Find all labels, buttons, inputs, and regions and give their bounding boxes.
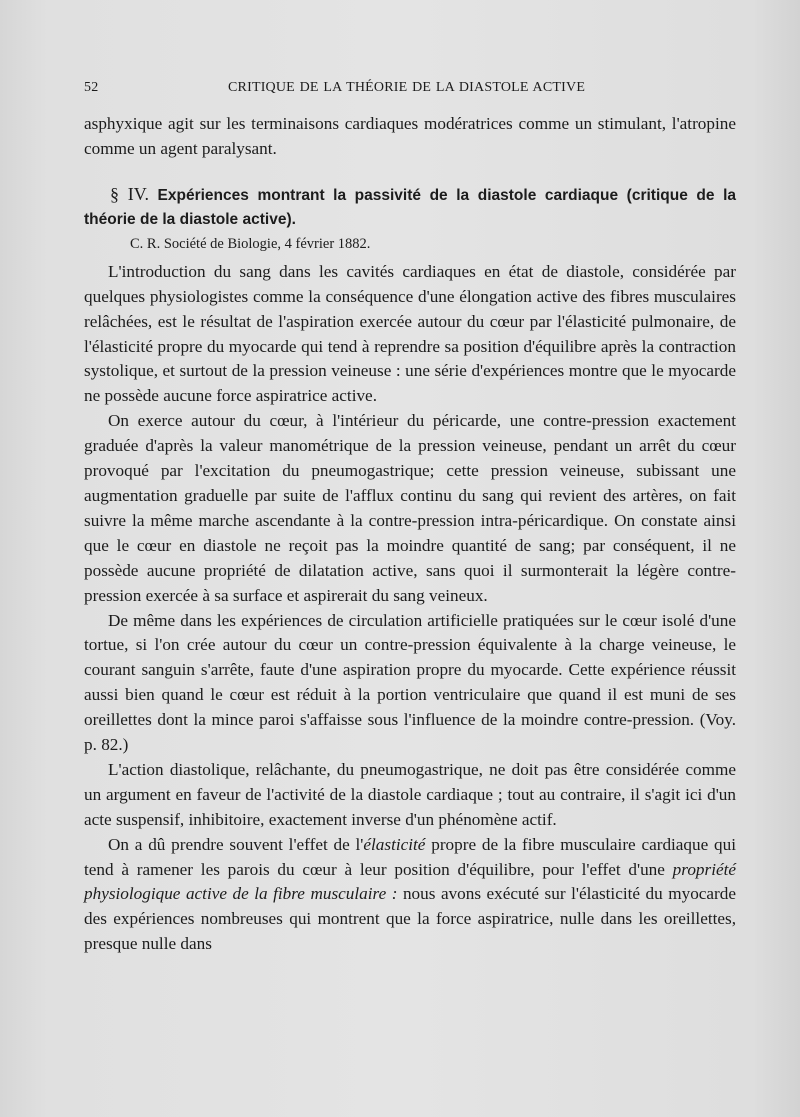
italic-term: élasticité [363, 834, 426, 854]
paragraph-text: nous avons exécuté sur l'élasticité du myocarde des expériences nombreuses qui montrent que la force aspiratrice, nulle dans les oreillettes, presque nulle dans [84, 884, 736, 954]
paragraph: De même dans les expériences de circulation artificielle pratiquées sur le cœur isolé d'une tortue, si l'on crée autour du cœur un contre-pression équivalente à la charge veineuse, le courant sanguin s'arrête, faute d'une aspiration propre du myocarde. Cette expérience réussit aussi bien quand le cœur est réduit à la portion ventriculaire que quand il est muni de ses oreillettes dont la mince paroi s'affaisse sous l'influence de la moindre contre-pression. (Voy. p. 82.) [84, 610, 736, 755]
page-number: 52 [84, 80, 99, 95]
paragraph [84, 833, 736, 958]
section-citation: C. R. Société de Biologie, 4 février 1882. [130, 235, 371, 252]
paragraph-text: On a dû prendre souvent l'effet de l' [108, 834, 364, 854]
paragraph: L'introduction du sang dans les cavités cardiaques en état de diastole, considérée par quelques physiologistes comme la conséquence d'une élongation active des fibres musculaires relâchées, est le résultat de l'aspiration exercée autour du cœur par l'élasticité pulmonaire, de l'élasticité propre du myocarde qui tend à reprendre sa position d'équilibre après la contraction systolique, et surtout de la pression veineuse : une série d'expériences montre que le myocarde ne possède aucune force aspiratrice active. [84, 261, 736, 406]
body-text [84, 112, 736, 957]
running-title: CRITIQUE DE LA THÉORIE DE LA DIASTOLE ACTIVE [228, 80, 586, 95]
paragraph: On exerce autour du cœur, à l'intérieur du péricarde, une contre-pression exactement graduée d'après la valeur manométrique de la pression veineuse, pendant un arrêt du cœur provoqué par l'excitation du pneumogastrique; cette pression veineuse, subissant une augmentation graduelle par suite de l'afflux continu du sang qui revient des artères, on fait suivre la même marche ascendante à la contre-pression intra-péricardique. On constate ainsi que le cœur en diastole ne reçoit pas la moindre quantité de sang; par conséquent, il ne possède aucune propriété de dilatation active, sans quoi il surmonterait la légère contre-pression exercée à sa surface et aspirerait du sang veineux. [84, 411, 736, 605]
italic-phrase: propriété physiologique active de la fibre musculaire : [84, 859, 736, 904]
paragraph-text: propre de la fibre musculaire cardiaque qui tend à ramener les parois du cœur à leur position d'équilibre, pour l'effet d'une [84, 834, 736, 879]
section-heading [84, 182, 736, 232]
paragraph: L'action diastolique, relâchante, du pneumogastrique, ne doit pas être considérée comme un argument en faveur de l'activité de la diastole cardiaque ; tout au contraire, il s'agit ici d'un acte suspensif, inhibitoire, exactement inverse d'un phénomène actif. [84, 759, 736, 829]
section-title: Expériences montrant la passivité de la diastole cardiaque (critique de la théorie de la diastole active). [84, 186, 736, 228]
continuation-paragraph: asphyxique agit sur les terminaisons cardiaques modératrices comme un stimulant, l'atropine comme un agent paralysant. [84, 114, 736, 158]
running-header [84, 80, 736, 100]
section-mark: § IV. [110, 183, 149, 204]
